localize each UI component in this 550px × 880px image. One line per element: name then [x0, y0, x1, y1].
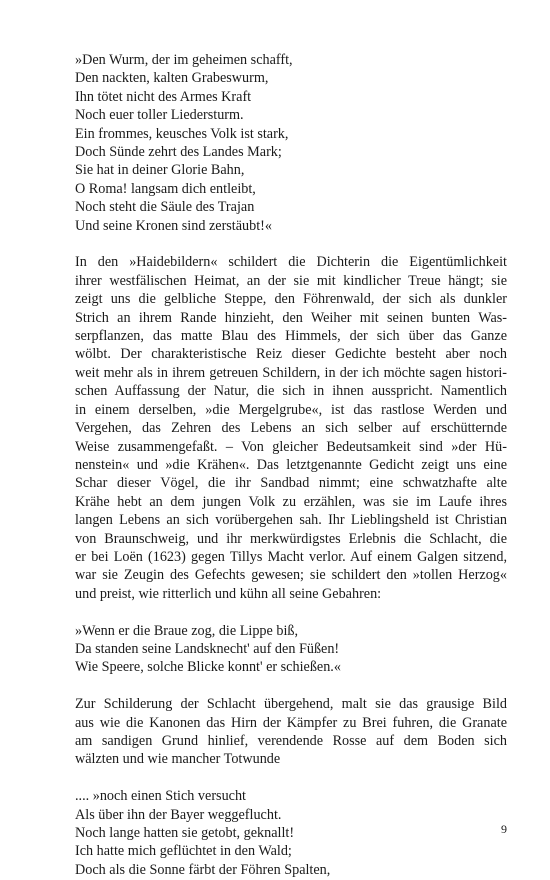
verse-line: Wie Speere, solche Blicke konnt' er schießen.« [75, 659, 341, 676]
paragraph-line: und preist, wie ritterlich und kühn all seine Gebahren: [75, 585, 382, 602]
paragraph-line: schen Auffassung der Natur, die sich in ihnen ausspricht. Namentlich [75, 383, 507, 400]
paragraph-line: er bei Loën (1623) gegen Tillys Macht verlor. Auf einem Galgen sitzend, [75, 548, 507, 565]
paragraph-line: Weise zusammengefaßt. – Von gleicher Bedeutsamkeit sind »der Hü- [75, 438, 507, 455]
paragraph-line: langen Lebens an sich vorübergehen sah. Ihr Lieblingsheld ist Christian [75, 512, 507, 529]
verse-line: Als über ihn der Bayer weggeflucht. [75, 806, 282, 823]
paragraph-2 [75, 695, 507, 769]
paragraph-line: in einem derselben, »die Mergelgrube«, ist das rastlose Werden und [75, 401, 507, 418]
verse-line: Und seine Kronen sind zerstäubt!« [75, 217, 272, 234]
verse-block-3 [75, 787, 507, 879]
paragraph-line: aus wie die Kanonen das Hirn der Kämpfer zu Brei fuhren, die Granate [75, 714, 507, 731]
paragraph-line: Schar dieser Vögel, die ihr Sandbad nimmt; eine schwatzhafte alte [75, 475, 507, 492]
verse-line: Ich hatte mich geflüchtet in den Wald; [75, 843, 292, 860]
page-number: 9 [501, 822, 507, 836]
verse-line: »Wenn er die Braue zog, die Lippe biß, [75, 622, 299, 639]
verse-block-2 [75, 622, 507, 677]
paragraph-line: weit mehr als in ihrem getreuen Schildern, in der ich möchte sagen histori- [75, 364, 507, 381]
paragraph-line: Vergehen, das Zehren des Lebens an sich selber auf erschütternde [75, 420, 507, 437]
verse-line: Noch euer toller Liedersturm. [75, 107, 244, 124]
block-gap [75, 603, 507, 621]
verse-line: Den nackten, kalten Grabeswurm, [75, 70, 269, 87]
paragraph-line: serpflanzen, das matte Blau des Himmels, der sich über das Ganze [75, 328, 507, 345]
verse-line: Da standen seine Landsknecht' auf den Füßen! [75, 640, 340, 657]
paragraph-line: nenstein« und »die Krähen«. Das letztgenannte Gedicht zeigt uns eine [75, 456, 507, 473]
paragraph-line: wölbt. Der charakteristische Reiz dieser Gedichte besteht aber noch [75, 346, 507, 363]
verse-line: Doch als die Sonne färbt der Föhren Spalten, [75, 861, 331, 878]
paragraph-line: In den »Haidebildern« schildert die Dichterin die Eigentümlichkeit [75, 254, 507, 271]
verse-line: Ihn tötet nicht des Armes Kraft [75, 88, 252, 105]
paragraph-line: ihrer westfälischen Heimat, an der sie mit kindlicher Treue hängt; sie [75, 272, 507, 289]
paragraph-line: zeigt uns die gelbliche Steppe, den Föhrenwald, der sich als dunkler [75, 291, 507, 308]
block-gap [75, 235, 507, 253]
block-gap [75, 769, 507, 787]
verse-line: Sie hat in deiner Glorie Bahn, [75, 162, 245, 179]
paragraph-line: war sie Zeugin des Gefechts gewesen; sie schildert den »tollen Herzog« [75, 567, 507, 584]
verse-line: »Den Wurm, der im geheimen schafft, [75, 52, 293, 68]
paragraph-line: von Braunschweig, und ihr merkwürdigstes Erlebnis die Schlacht, die [75, 530, 507, 547]
page-body [75, 51, 507, 879]
paragraph-1 [75, 253, 507, 603]
paragraph-line: Krähe hebt an dem jungen Volk zu erzählen, was sie im Laufe ihres [75, 493, 507, 510]
verse-line: Noch lange hatten sie getobt, geknallt! [75, 825, 295, 841]
verse-line: Ein frommes, keusches Volk ist stark, [75, 125, 289, 142]
verse-line: O Roma! langsam dich entleibt, [75, 180, 256, 197]
verse-line: .... »noch einen Stich versucht [75, 788, 246, 805]
verse-block-1 [75, 51, 507, 235]
verse-line: Doch Sünde zehrt des Landes Mark; [75, 144, 282, 161]
paragraph-line: Strich an ihrem Rande hinzieht, den Weiher mit seinen bunten Was- [75, 309, 507, 326]
paragraph-line: am sandigen Grund hinlief, verendende Rosse auf dem Boden sich [75, 732, 507, 749]
verse-line: Noch steht die Säule des Trajan [75, 199, 255, 216]
block-gap [75, 677, 507, 695]
paragraph-line: Zur Schilderung der Schlacht übergehend, malt sie das grausige Bild [75, 696, 507, 713]
paragraph-line: wälzten und wie mancher Totwunde [75, 751, 281, 768]
